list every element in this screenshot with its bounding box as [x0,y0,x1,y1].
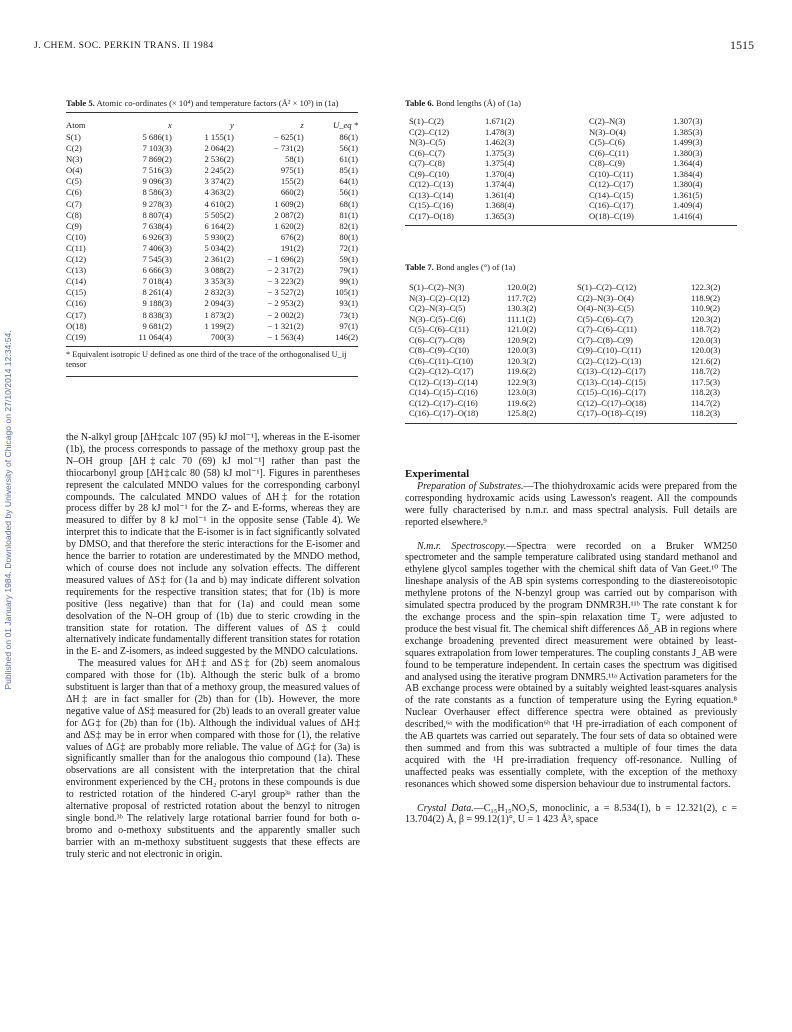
table5-cell: C(9) [66,220,82,231]
table5-cell: 5 686(1) [142,132,172,142]
table7-cell: 120.9(2) [507,334,537,345]
table7-cell: C(2)–C(12)–C(17) [409,366,474,376]
table7-cell: C(9)–C(10)–C(11) [577,345,642,355]
table5-cell: − 1 563(4) [267,331,304,342]
table7-row [409,314,737,325]
table5-cell: 700(3) [210,331,234,342]
table7-cell: C(13)–C(14)–C(15) [577,376,646,387]
table5-cell: S(1) [66,132,81,142]
table5-caption-label: Table 5. [66,98,95,108]
table5-cell: C(5) [66,176,82,187]
table7-cell: 120.0(2) [507,282,537,292]
table5-header-cell: y [229,119,234,130]
table6-caption-text: Bond lengths (Å) of (1a) [435,98,521,108]
table7-row [409,303,737,314]
table5-cell: 6 666(3) [142,265,172,276]
table5-cell: 2 087(2) [274,209,304,220]
table7-cell: 119.6(2) [507,366,537,376]
table6-caption-label: Table 6. [405,98,434,108]
table6-caption [405,98,737,108]
table5-cell: 1 620(2) [274,220,304,231]
table6-cell: C(17)–O(18) [409,210,454,221]
table7-row [409,293,737,304]
table5-row [66,276,358,287]
table6-cell: C(6)–C(11) [589,147,629,158]
table5-row [66,232,358,243]
table6-cell: C(10)–C(11) [589,168,634,179]
table5-cell: 68(1) [339,198,358,209]
table5-top-rule [66,112,358,113]
table7-row [409,398,737,409]
table6-cell: 1.380(4) [673,179,703,189]
table5-cell: − 1 696(2) [267,254,304,265]
table5-cell: 4 363(2) [204,187,234,198]
prep-paragraph [405,481,737,529]
table5-cell: 5 930(2) [204,231,234,242]
table7-row [409,366,737,377]
table5-row [66,165,358,176]
table5-cell: 975(1) [280,165,304,176]
discussion-paragraph-2: The measured values for ΔH‡ and ΔS‡ for (2b) seem anomalous compared with those for (1b). Although the steric bulk of a bromo substituent is larger than that of a methoxy group, the measured values of ΔH‡ are in fact smaller for (2b) than for (1b). However, the more negative value of ΔS‡ measured for (2b) leads to an overall greater value for ΔG‡ for (2b) than for (1b). Although the individual values of ΔH‡ and ΔS‡ may be in error when compared with those for (1), the relative values of ΔG‡ are probably more reliable. The value of ΔG‡ for (3a) is significantly smaller than for the analogous thio compound (1a). These observations are all consistent with the interpretation that the chiral environment experienced by the CH₂ protons in these compounds is due to restricted rotation of the hindered C-aryl group³ᵃ rather than the alternative proposal of restricted rotation about the benzyl to nitrogen single bond.³ᵇ The relatively large rotational barrier found for both o-bromo and o-methoxy substituents and the apparently smaller such barrier with an m-methoxy substituent suggests that these effects are truly steric and not electronic in origin. [66,658,360,860]
table6-cell: 1.375(3) [485,147,515,158]
table7-cell: 118.2(3) [691,408,721,418]
table6-cell: 1.307(3) [673,116,703,126]
table7-cell: C(7)–C(6)–C(11) [577,324,637,334]
table5-row [66,132,358,143]
table5-row [66,254,358,265]
table5-row [66,210,358,221]
table5-cell: C(6) [66,187,82,198]
table5-cell: C(14) [66,276,87,287]
table5-caption [66,98,358,108]
table5-cell: 191(2) [280,242,304,253]
table6-cell: O(18)–C(19) [589,210,634,221]
table5-row [66,265,358,276]
table6-cell: C(12)–C(13) [409,179,454,189]
table5-cell: 1 609(2) [274,198,304,209]
table5-cell: C(15) [66,287,87,298]
table5-cell: 3 088(2) [204,265,234,276]
crystal-paragraph [405,803,737,827]
table5-cell: 93(1) [339,298,358,309]
table6-cell: 1.462(3) [485,137,515,147]
table6-cell: 1.416(4) [673,210,703,221]
table5-caption-text: Atomic co-ordinates (× 10⁴) and temperature factors (Å² × 10³) in (1a) [96,98,339,108]
table6-cell: 1.478(3) [485,126,515,137]
table7-cell: C(14)–C(15)–C(16) [409,387,478,397]
table6-row [409,211,731,222]
table5-cell: 9 096(3) [142,176,172,187]
table7-grid [409,282,737,419]
crystal-text: —C₁₅H₁₅NO₂S, monoclinic, a = 8.534(1), b = 12.321(2), c = 13.704(2) Å, β = 99.12(1)°, U = 1 423 Å³, space [405,802,738,826]
table5-cell: 7 406(3) [142,242,172,253]
table5-cell: − 3 527(2) [267,287,304,298]
table6-cell: C(16)–C(17) [589,200,634,210]
table7-cell: O(4)–N(3)–C(5) [577,303,634,313]
table5-cell: 7 103(3) [142,143,172,154]
table5-cell: 3 374(2) [204,176,234,187]
crystal-heading: Crystal Data. [417,802,474,814]
download-watermark-text: Published on 01 January 1984. Downloaded by University of Chicago on 27/10/2014 12:34:54. [3,330,13,690]
nmr-paragraph [405,541,737,791]
table6-cell: C(2)–C(12) [409,126,450,137]
table5-cell: N(3) [66,154,83,165]
table7-cell: 121.6(2) [691,355,721,366]
table6-row [409,148,731,159]
table6-row [409,169,731,180]
table5-cell: C(12) [66,254,87,265]
running-head: J. CHEM. SOC. PERKIN TRANS. II 1984 [34,40,214,51]
table6-row [409,137,731,148]
table6-cell: 1.374(4) [485,179,515,189]
table6-cell: 1.361(5) [673,189,703,200]
table6-cell: C(12)–C(17) [589,179,634,189]
table6-row [409,200,731,211]
table7-caption-label: Table 7. [405,262,434,272]
table5-cell: 155(2) [280,176,304,187]
table5-row [66,154,358,165]
table5-cell: 7 018(4) [142,276,172,287]
table5-cell: 56(1) [339,143,358,154]
download-watermark [0,160,16,860]
table7-cell: 120.3(2) [691,313,721,324]
table5-cell: O(4) [66,165,83,176]
table7-cell: C(2)–N(3)–O(4) [577,292,634,303]
table7-row [409,335,737,346]
table7-row [409,282,737,293]
table5-cell: 1 873(2) [204,309,234,320]
table5-header-cell: x [167,119,172,130]
table5-cell: 5 505(2) [204,209,234,220]
table6-cell: 1.380(3) [673,147,703,158]
table6-cell: 1.370(4) [485,168,515,179]
table6-row [409,179,731,190]
discussion-paragraph-1: the N-alkyl group [ΔH‡calc 107 (95) kJ mol⁻¹], whereas in the E-isomer (1b), the process corresponds to passage of the methoxy group past the N–OH group [ΔH‡calc 70 (69) kJ mol⁻¹] rather than past the thiocarbonyl group [ΔH‡calc 80 (58) kJ mol⁻¹]. Figures in parentheses represent the calculated MNDO values for the corresponding carbonyl compounds. The calculated MNDO values of ΔH‡ for the rotation process differ by 28 kJ mol⁻¹ for the Z- and E-forms, whereas they are measured to differ by 8 kJ mol⁻¹ in the opposite sense (Table 4). We interpret this to indicate that the E-isomer is in fact significantly solvated by DMSO, and that therefore the steric interactions for the E-isomer and hence the barrier to rotation are underestimated by the MNDO method, which of course does not include any solvation effects. The different measured values of ΔS‡ for (1a and b) may indicate different solvation requirements for the respective transition states; that for (1b) is more positive (less negative) than that for (1a) and could mean some desolvation of the N–OH group of (1b) due to steric crowding in the transition state for rotation. The different values of ΔS‡ could alternatively indicate fundamentally different transition states for rotation in the E- and Z-isomers, as indeed suggested by the MNDO calculations. [66,432,360,658]
table7-cell: 130.3(2) [507,303,537,313]
table5-cell: 9 681(2) [142,320,172,331]
table7-cell: 118.2(3) [691,387,721,397]
table7-cell: C(2)–N(3)–C(5) [409,303,466,313]
table7-rule [405,423,737,424]
table7-cell: C(6)–C(7)–C(8) [409,334,465,345]
table7-cell: 118.7(2) [691,324,721,334]
table5-row [66,321,358,332]
table5-cell: 7 638(4) [142,220,172,231]
table7-cell: 122.9(3) [507,376,537,387]
table5-cell: C(17) [66,309,87,320]
table5-cell: 56(1) [339,187,358,198]
table6-cell: 1.361(4) [485,189,515,200]
table5-cell: − 731(2) [273,143,304,154]
table5-row [66,176,358,187]
table7-cell: 114.7(2) [691,397,721,408]
nmr-text: —Spectra were recorded on a Bruker WM250 spectrometer and the sample temperature calibrated using standard methanol and ethylene glycol samples together with the chemical shift data of Van Geet.¹⁰ The lineshape analysis of the AB spin systems corresponding to the diastereoisotopic methylene protons of the N-benzyl group was carried out by comparison with simulated spectra produced by the program DNMR3H.¹¹ᵇ The rate constant k for the exchange process and the spin–spin relaxation time T₂ were adjusted to produce the best visual fit. The chemical shift differences Δδ_AB in regions where exchange broadening prevented direct measurement were obtained by least-squares extrapolation from lower temperatures. The coupling constants J_AB were found to be temperature independent. In certain cases the spectrum was digitised and analysed using the iterative program DNMR5.¹¹ᵃ Activation parameters for the AB exchange process were obtained by a suitably weighted least-squares analysis of the rate constants as a function of temperature using the Eyring equation.⁸ Nuclear Overhauser effect difference spectra were obtained as previously described,⁶ᵃ with the modification⁶ᵇ that ¹H pre-irradiation of each component of the AB quartets was carried out separately. The four sets of data so obtained were then summed and from this was subtracted a multiple of four times the data acquired with the ¹H pre-irradiation frequency off-resonance. Nulling of unaffected peaks was essentially complete, with the exception of the methoxy resonances which showed some dispersion behaviour due to instrumental factors. [405,540,738,790]
table5-cell: 85(1) [339,165,358,176]
table6-row [409,190,731,201]
table5-cell: 73(1) [339,309,358,320]
table5-cell: 2 245(2) [204,165,234,176]
table5-cell: 99(1) [339,276,358,287]
page-number: 1515 [730,38,754,52]
table5-cell: 79(1) [339,265,358,276]
table7-cell: S(1)–C(2)–N(3) [409,282,465,292]
table5-cell: 81(1) [339,209,358,220]
table7-cell: C(12)–C(17)–C(16) [409,397,478,408]
table7-cell: 117.7(2) [507,292,537,303]
table6-cell: C(6)–C(7) [409,147,445,158]
table6-row [409,116,731,127]
table5-cell: 105(1) [335,287,358,298]
table5-header-cell: Atom [66,119,86,130]
table5-cell: 2 064(2) [204,143,234,154]
table5-cell: − 625(1) [273,132,304,142]
table6 [405,98,737,226]
table6-cell: N(3)–O(4) [589,126,626,137]
table5-cell: O(18) [66,320,87,331]
table7-caption [405,262,737,272]
table5-row [66,199,358,210]
table7-row [409,345,737,356]
table7-cell: 119.6(2) [507,397,537,408]
table5 [66,98,358,377]
prep-text: —The thiohydroxamic acids were prepared from the corresponding hydroxamic acids using Lawesson's reagent. All the compounds were fully characterised by n.m.r. and mass spectral analysis. Full details are reported elsewhere.⁹ [405,480,737,528]
table5-header-row [66,119,358,132]
table5-cell: 72(1) [339,242,358,253]
table6-cell: C(13)–C(14) [409,189,454,200]
prep-heading: Preparation of Substrates. [417,480,524,492]
table5-cell: 8 261(4) [142,287,172,298]
table5-cell: 8 807(4) [142,209,172,220]
table5-footnote: * Equivalent isotropic U defined as one third of the trace of the orthogonalised U_ij tensor [66,349,347,370]
table5-cell: − 3 223(2) [267,276,304,287]
table5-cell: 1 155(1) [204,132,234,142]
table5-row [66,332,358,343]
table5-cell: 146(2) [335,331,358,342]
table6-cell: 1.409(4) [673,200,703,210]
table6-cell: C(2)–N(3) [589,116,626,126]
table7-cell: 120.0(3) [691,345,721,355]
table6-cell: N(3)–C(5) [409,137,446,147]
table7-row [409,356,737,367]
table5-cell: C(10) [66,231,87,242]
table6-cell: 1.364(4) [673,158,703,168]
table7-cell: C(5)–C(6)–C(11) [409,324,469,334]
table7 [405,262,737,424]
left-column [66,432,360,861]
table5-cell: C(11) [66,242,86,253]
table7-cell: 120.0(3) [507,345,537,355]
table7-cell: 120.0(3) [691,334,721,345]
table6-cell: 1.368(4) [485,200,515,210]
table7-cell: C(6)–C(11)–C(10) [409,355,474,366]
table7-cell: 118.9(2) [691,292,721,303]
table5-cell: C(8) [66,209,82,220]
table7-cell: N(3)–C(5)–C(6) [409,313,466,324]
table6-cell: C(7)–C(8) [409,158,445,168]
table6-cell: 1.671(2) [485,116,515,126]
table5-cell: 7 516(3) [142,165,172,176]
table5-row [66,187,358,198]
table5-cell: 2 094(3) [204,298,234,309]
table7-cell: C(15)–C(16)–C(17) [577,387,646,397]
table5-cell: 2 536(2) [204,154,234,165]
table7-cell: 120.3(2) [507,355,537,366]
table5-bottom-rule [66,346,358,347]
table7-row [409,324,737,335]
table5-cell: 6 164(2) [204,220,234,231]
table6-cell: 1.365(3) [485,210,515,221]
table5-cell: 58(1) [285,154,304,165]
table6-cell: 1.385(3) [673,126,703,137]
table6-rule [405,225,737,226]
table5-cell: 2 361(2) [204,254,234,265]
table5-cell: 676(2) [280,231,304,242]
table5-row [66,243,358,254]
table5-cell: 86(1) [339,132,358,142]
table7-cell: 121.0(2) [507,324,537,334]
table6-cell: 1.384(4) [673,168,703,179]
table5-cell: − 2 002(2) [267,309,304,320]
table7-cell: 118.7(2) [691,366,721,376]
table5-grid [66,119,358,343]
table6-cell: C(8)–C(9) [589,158,625,168]
table6-grid [409,116,731,221]
table5-row [66,287,358,298]
table5-cell: 1 199(2) [204,320,234,331]
table7-cell: C(16)–C(17)–O(18) [409,408,479,418]
table5-cell: 61(1) [339,154,358,165]
table7-cell: C(13)–C(12)–C(17) [577,366,646,376]
table7-cell: N(3)–C(2)–C(12) [409,292,470,303]
table5-cell: − 1 321(2) [267,320,304,331]
table5-cell: 59(1) [339,254,358,265]
table5-header-cell: U_eq * [332,119,358,130]
table7-caption-text: Bond angles (°) of (1a) [435,262,516,272]
table5-cell: 97(1) [339,320,358,331]
table6-cell: C(15)–C(16) [409,200,454,210]
table5-cell: C(19) [66,331,87,342]
table7-row [409,387,737,398]
table7-cell: C(5)–C(6)–C(7) [577,313,633,324]
table7-cell: 110.9(2) [691,303,721,313]
table5-cell: − 2 317(2) [267,265,304,276]
table5-row [66,298,358,309]
table6-cell: 1.375(4) [485,158,515,168]
table5-cell: C(7) [66,198,82,209]
table6-row [409,127,731,138]
table5-row [66,143,358,154]
table7-cell: C(12)–C(17)–O(18) [577,397,647,408]
table6-cell: C(5)–C(6) [589,137,625,147]
table7-cell: C(12)–C(13)–C(14) [409,376,478,387]
table5-cell: C(16) [66,298,87,309]
table5-row [66,310,358,321]
table7-cell: C(17)–O(18)–C(19) [577,408,647,418]
table5-cell: 2 832(3) [204,287,234,298]
table5-cell: 80(1) [339,231,358,242]
table5-cell: 8 838(3) [142,309,172,320]
table7-cell: 123.0(3) [507,387,537,397]
table5-cell: 64(1) [339,176,358,187]
table7-cell: 125.8(2) [507,408,537,418]
table7-cell: 122.3(2) [691,282,721,292]
table5-cell: 7 869(2) [142,154,172,165]
table5-cell: 5 034(2) [204,242,234,253]
table6-cell: S(1)–C(2) [409,116,444,126]
table5-end-rule [66,376,358,377]
table5-row [66,221,358,232]
table7-row [409,408,737,419]
table7-row [409,377,737,388]
nmr-heading: N.m.r. Spectroscopy. [417,540,507,552]
table5-cell: − 2 953(2) [267,298,304,309]
table6-cell: C(14)–C(15) [589,189,634,200]
table6-cell: 1.499(3) [673,137,703,147]
table5-cell: 6 926(3) [142,231,172,242]
experimental-heading: Experimental [405,468,470,480]
table7-cell: 111.1(2) [507,313,536,324]
table5-header-cell: z [300,119,304,130]
table7-cell: C(7)–C(8)–C(9) [577,334,633,345]
table6-row [409,158,731,169]
table5-cell: 82(1) [339,220,358,231]
table5-cell: C(13) [66,265,87,276]
table7-cell: 117.5(3) [691,376,721,387]
table5-cell: 4 610(2) [204,198,234,209]
right-column [405,469,737,826]
table7-cell: C(2)–C(12)–C(13) [577,355,642,366]
table5-cell: 7 545(3) [142,254,172,265]
table5-cell: 11 064(4) [138,331,172,342]
table5-cell: 9 278(3) [142,198,172,209]
table5-cell: 660(2) [280,187,304,198]
table7-cell: C(8)–C(9)–C(10) [409,345,470,355]
table6-cell: C(9)–C(10) [409,168,450,179]
table7-cell: S(1)–C(2)–C(12) [577,282,637,292]
table5-cell: 3 353(3) [204,276,234,287]
table5-cell: 8 586(3) [142,187,172,198]
table5-cell: 9 188(3) [142,298,172,309]
table5-cell: C(2) [66,143,82,154]
